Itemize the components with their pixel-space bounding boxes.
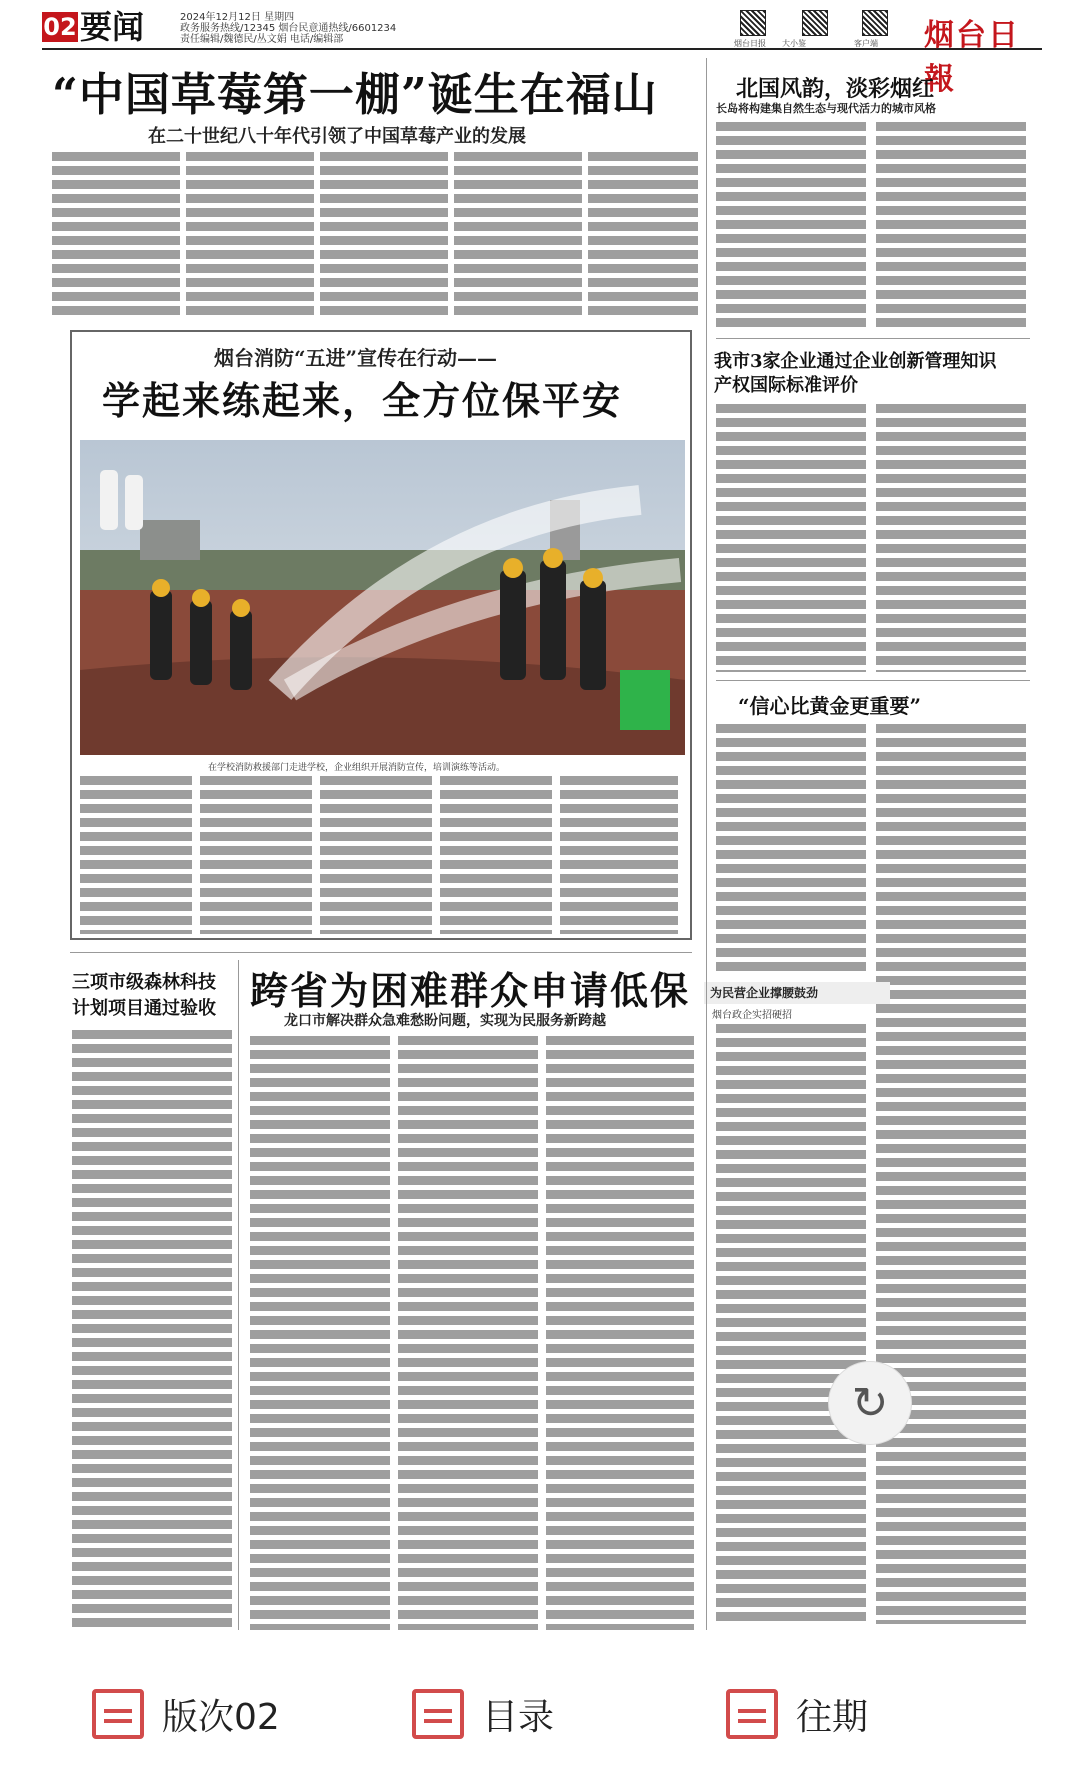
qr-label: 烟台日报 [734,39,766,48]
headline-confidence[interactable]: “信心比黄金更重要” [738,694,922,718]
tag-box-title[interactable]: 为民营企业撑腰鼓劲 [704,982,890,1004]
subhead-cross-province: 龙口市解决群众急难愁盼问题，实现为民服务新跨越 [284,1013,606,1029]
nav-edition-label: 版次02 [162,1696,280,1738]
firefighter-photo[interactable] [80,440,685,755]
qr-label: 大小鉴 [782,39,806,48]
masthead-editor: 责任编辑/魏德民/丛文娟 电话/编辑部 [180,34,344,45]
qr-code-icon [740,10,766,36]
feature-kicker: 烟台消防“五进”宣传在行动—— [214,346,498,370]
column-divider [706,58,707,980]
newspaper-logo: 烟台日報 [924,18,1020,97]
headline-changdao[interactable]: 北国风韵，淡彩烟红 [736,76,935,102]
feature-headline[interactable]: 学起来练起来，全方位保平安 [102,378,623,423]
article-body-column [440,776,552,934]
list-icon [412,1689,464,1739]
qr-label: 客户端 [854,39,878,48]
article-body-column [716,724,866,974]
masthead-hotline: 政务服务热线/12345 烟台民意通热线/6601234 [180,23,397,34]
article-body-column [876,404,1026,672]
nav-past-label: 往期 [796,1696,869,1738]
section-divider [716,680,1030,681]
section-divider [70,952,692,953]
tag-box-subtitle: 烟台政企实招硬招 [712,1010,792,1021]
photo-illustration [80,440,685,755]
nav-contents-label: 目录 [482,1696,555,1738]
article-body-column [716,1024,866,1624]
article-body-column [186,152,314,316]
masthead-date: 2024年12月12日 星期四 [180,12,295,23]
nav-contents[interactable] [412,1684,554,1744]
section-divider [716,338,1030,339]
headline-ip-standard[interactable]: 我市3家企业通过企业创新管理知识产权国际标准评价 [714,351,997,396]
article-body-column [72,1030,232,1630]
article-body-column [876,122,1026,332]
column-divider [706,980,707,1630]
article-body-column [454,152,582,316]
article-body-column [588,152,698,316]
qr-code-icon [862,10,888,36]
newspaper-icon [92,1689,144,1739]
article-body-column [80,776,192,934]
qr-code-icon [802,10,828,36]
article-body-column [876,724,1026,1624]
article-body-column [716,404,866,672]
article-body-column [398,1036,538,1630]
headline-forestry[interactable]: 三项市级森林科技计划项目通过验收 [72,972,216,1019]
refresh-icon: ↻ [851,1377,889,1429]
headline-cross-province[interactable]: 跨省为困难群众申请低保 [250,968,691,1013]
bottom-nav [0,1672,1080,1765]
article-body-column [52,152,180,316]
headline-strawberry[interactable]: “中国草莓第一棚”诞生在福山 [52,68,658,121]
article-body-column [320,152,448,316]
subhead-strawberry: 在二十世纪八十年代引领了中国草莓产业的发展 [148,126,526,147]
article-body-column [320,776,432,934]
article-body-column [546,1036,694,1630]
article-body-column [250,1036,390,1630]
section-number: 02 [43,13,77,41]
article-body-column [560,776,678,934]
section-name: 要闻 [80,8,145,46]
masthead-info [180,12,396,45]
article-body-column [200,776,312,934]
refresh-button[interactable] [828,1361,912,1445]
nav-past[interactable] [726,1684,868,1744]
column-divider [238,960,239,1630]
calendar-icon [726,1689,778,1739]
subhead-changdao: 长岛将构建集自然生态与现代活力的城市风格 [716,102,936,115]
photo-caption: 在学校消防救援部门走进学校，企业组织开展消防宣传，培训演练等活动。 [208,763,506,773]
nav-edition[interactable] [92,1684,280,1744]
article-body-column [716,122,866,332]
